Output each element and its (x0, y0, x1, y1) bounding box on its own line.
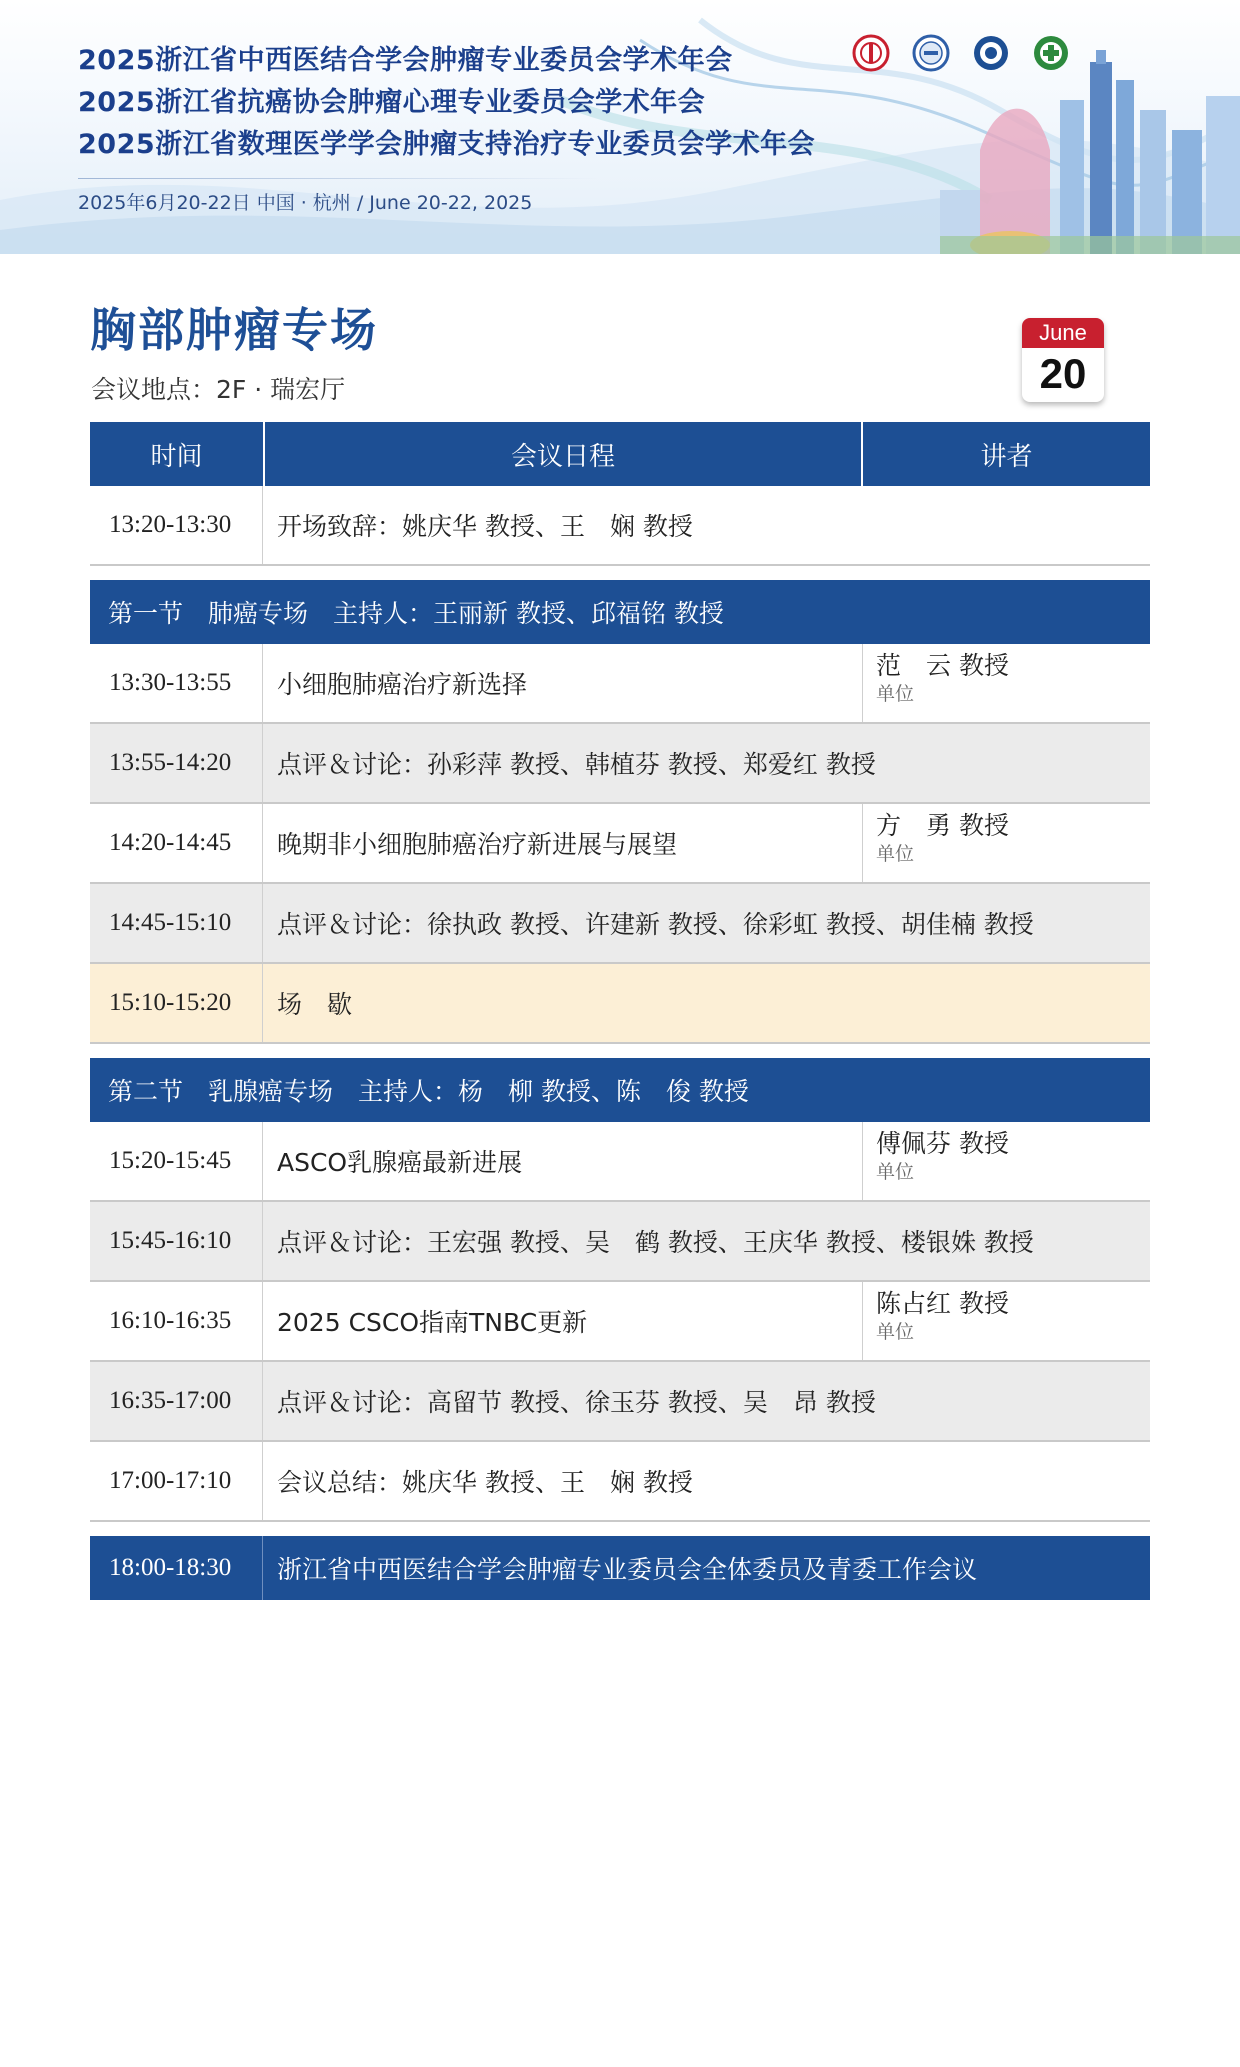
society-logo-1-icon (852, 34, 890, 72)
row-speaker (863, 804, 1150, 882)
speaker-unit: 单位 (876, 1321, 915, 1343)
row-time: 13:20-13:30 (90, 486, 263, 564)
row-time: 15:20-15:45 (90, 1122, 263, 1200)
row-text: 场 歇 (277, 990, 353, 1019)
speaker-name: 范 云 教授 (876, 651, 1009, 680)
table-row-discussion (90, 1202, 1150, 1282)
page-title: 胸部肿瘤专场 (90, 303, 378, 357)
row-time: 13:55-14:20 (90, 724, 263, 802)
row-speaker (863, 1122, 1150, 1200)
banner-title-line-3: 2025浙江省数理医学学会肿瘤支持治疗专业委员会学术年会 (78, 129, 816, 160)
table-row-discussion (90, 1362, 1150, 1442)
speaker-name: 陈占红 教授 (876, 1289, 1009, 1318)
row-time: 16:35-17:00 (90, 1362, 263, 1440)
final-meeting-row (90, 1536, 1150, 1600)
row-topic: 晚期非小细胞肺癌治疗新进展与展望 (263, 804, 863, 882)
banner-title-line-1: 2025浙江省中西医结合学会肿瘤专业委员会学术年会 (78, 45, 733, 76)
row-time: 15:10-15:20 (90, 964, 263, 1042)
row-text: 开场致辞：姚庆华 教授、王 娴 教授 (277, 512, 693, 541)
row-time: 15:45-16:10 (90, 1202, 263, 1280)
table-row (90, 804, 1150, 884)
table-row (90, 1282, 1150, 1362)
calendar-day: 20 (1039, 350, 1087, 397)
table-row-discussion (90, 724, 1150, 804)
row-time: 14:20-14:45 (90, 804, 263, 882)
calendar-month: June (1022, 318, 1104, 348)
speaker-unit: 单位 (876, 683, 915, 705)
row-text: 点评＆讨论：孙彩萍 教授、韩植芬 教授、郑爱红 教授 (277, 750, 876, 779)
city-skyline-illustration (940, 40, 1240, 254)
speaker-name: 傅佩芬 教授 (876, 1129, 1009, 1158)
speaker-name: 方 勇 教授 (876, 811, 1009, 840)
row-text: 点评＆讨论：王宏强 教授、吴 鹤 教授、王庆华 教授、楼银姝 教授 (277, 1228, 1034, 1257)
table-row-closing (90, 1442, 1150, 1522)
header-speaker: 讲者 (980, 441, 1033, 472)
table-row-opening (90, 486, 1150, 566)
banner-divider (78, 178, 598, 179)
row-topic: ASCO乳腺癌最新进展 (263, 1122, 863, 1200)
venue-label: 会议地点：2F · 瑞宏厅 (91, 375, 346, 404)
schedule-table (90, 422, 1150, 1600)
row-time: 14:45-15:10 (90, 884, 263, 962)
row-speaker (863, 644, 1150, 722)
row-text: 点评＆讨论：高留节 教授、徐玉芬 教授、吴 昂 教授 (277, 1388, 876, 1417)
section-2-header: 第二节 乳腺癌专场 主持人：杨 柳 教授、陈 俊 教授 (90, 1058, 1150, 1122)
banner-date-location: 2025年6月20-22日 中国 · 杭州 / June 20-22, 2025 (78, 192, 533, 214)
row-time: 17:00-17:10 (90, 1442, 263, 1520)
calendar-date-badge (1022, 318, 1104, 402)
header-topic: 会议日程 (263, 422, 863, 486)
row-time: 13:30-13:55 (90, 644, 263, 722)
row-topic: 2025 CSCO指南TNBC更新 (263, 1282, 863, 1360)
conference-banner (0, 0, 1240, 254)
header-time: 时间 (150, 441, 203, 472)
row-topic: 小细胞肺癌治疗新选择 (263, 644, 863, 722)
row-text: 点评＆讨论：徐执政 教授、许建新 教授、徐彩虹 教授、胡佳楠 教授 (277, 910, 1034, 939)
table-row (90, 1122, 1150, 1202)
table-header (90, 422, 1150, 486)
row-text: 浙江省中西医结合学会肿瘤专业委员会全体委员及青委工作会议 (277, 1555, 978, 1584)
table-row (90, 644, 1150, 724)
row-time: 16:10-16:35 (90, 1282, 263, 1360)
row-time: 18:00-18:30 (90, 1536, 263, 1600)
speaker-unit: 单位 (876, 843, 915, 865)
row-text: 会议总结：姚庆华 教授、王 娴 教授 (277, 1468, 693, 1497)
speaker-unit: 单位 (876, 1161, 915, 1183)
table-row-break (90, 964, 1150, 1044)
table-row-discussion (90, 884, 1150, 964)
row-speaker (863, 1282, 1150, 1360)
banner-title-line-2: 2025浙江省抗癌协会肿瘤心理专业委员会学术年会 (78, 87, 706, 118)
section-1-header: 第一节 肺癌专场 主持人：王丽新 教授、邱福铭 教授 (90, 580, 1150, 644)
